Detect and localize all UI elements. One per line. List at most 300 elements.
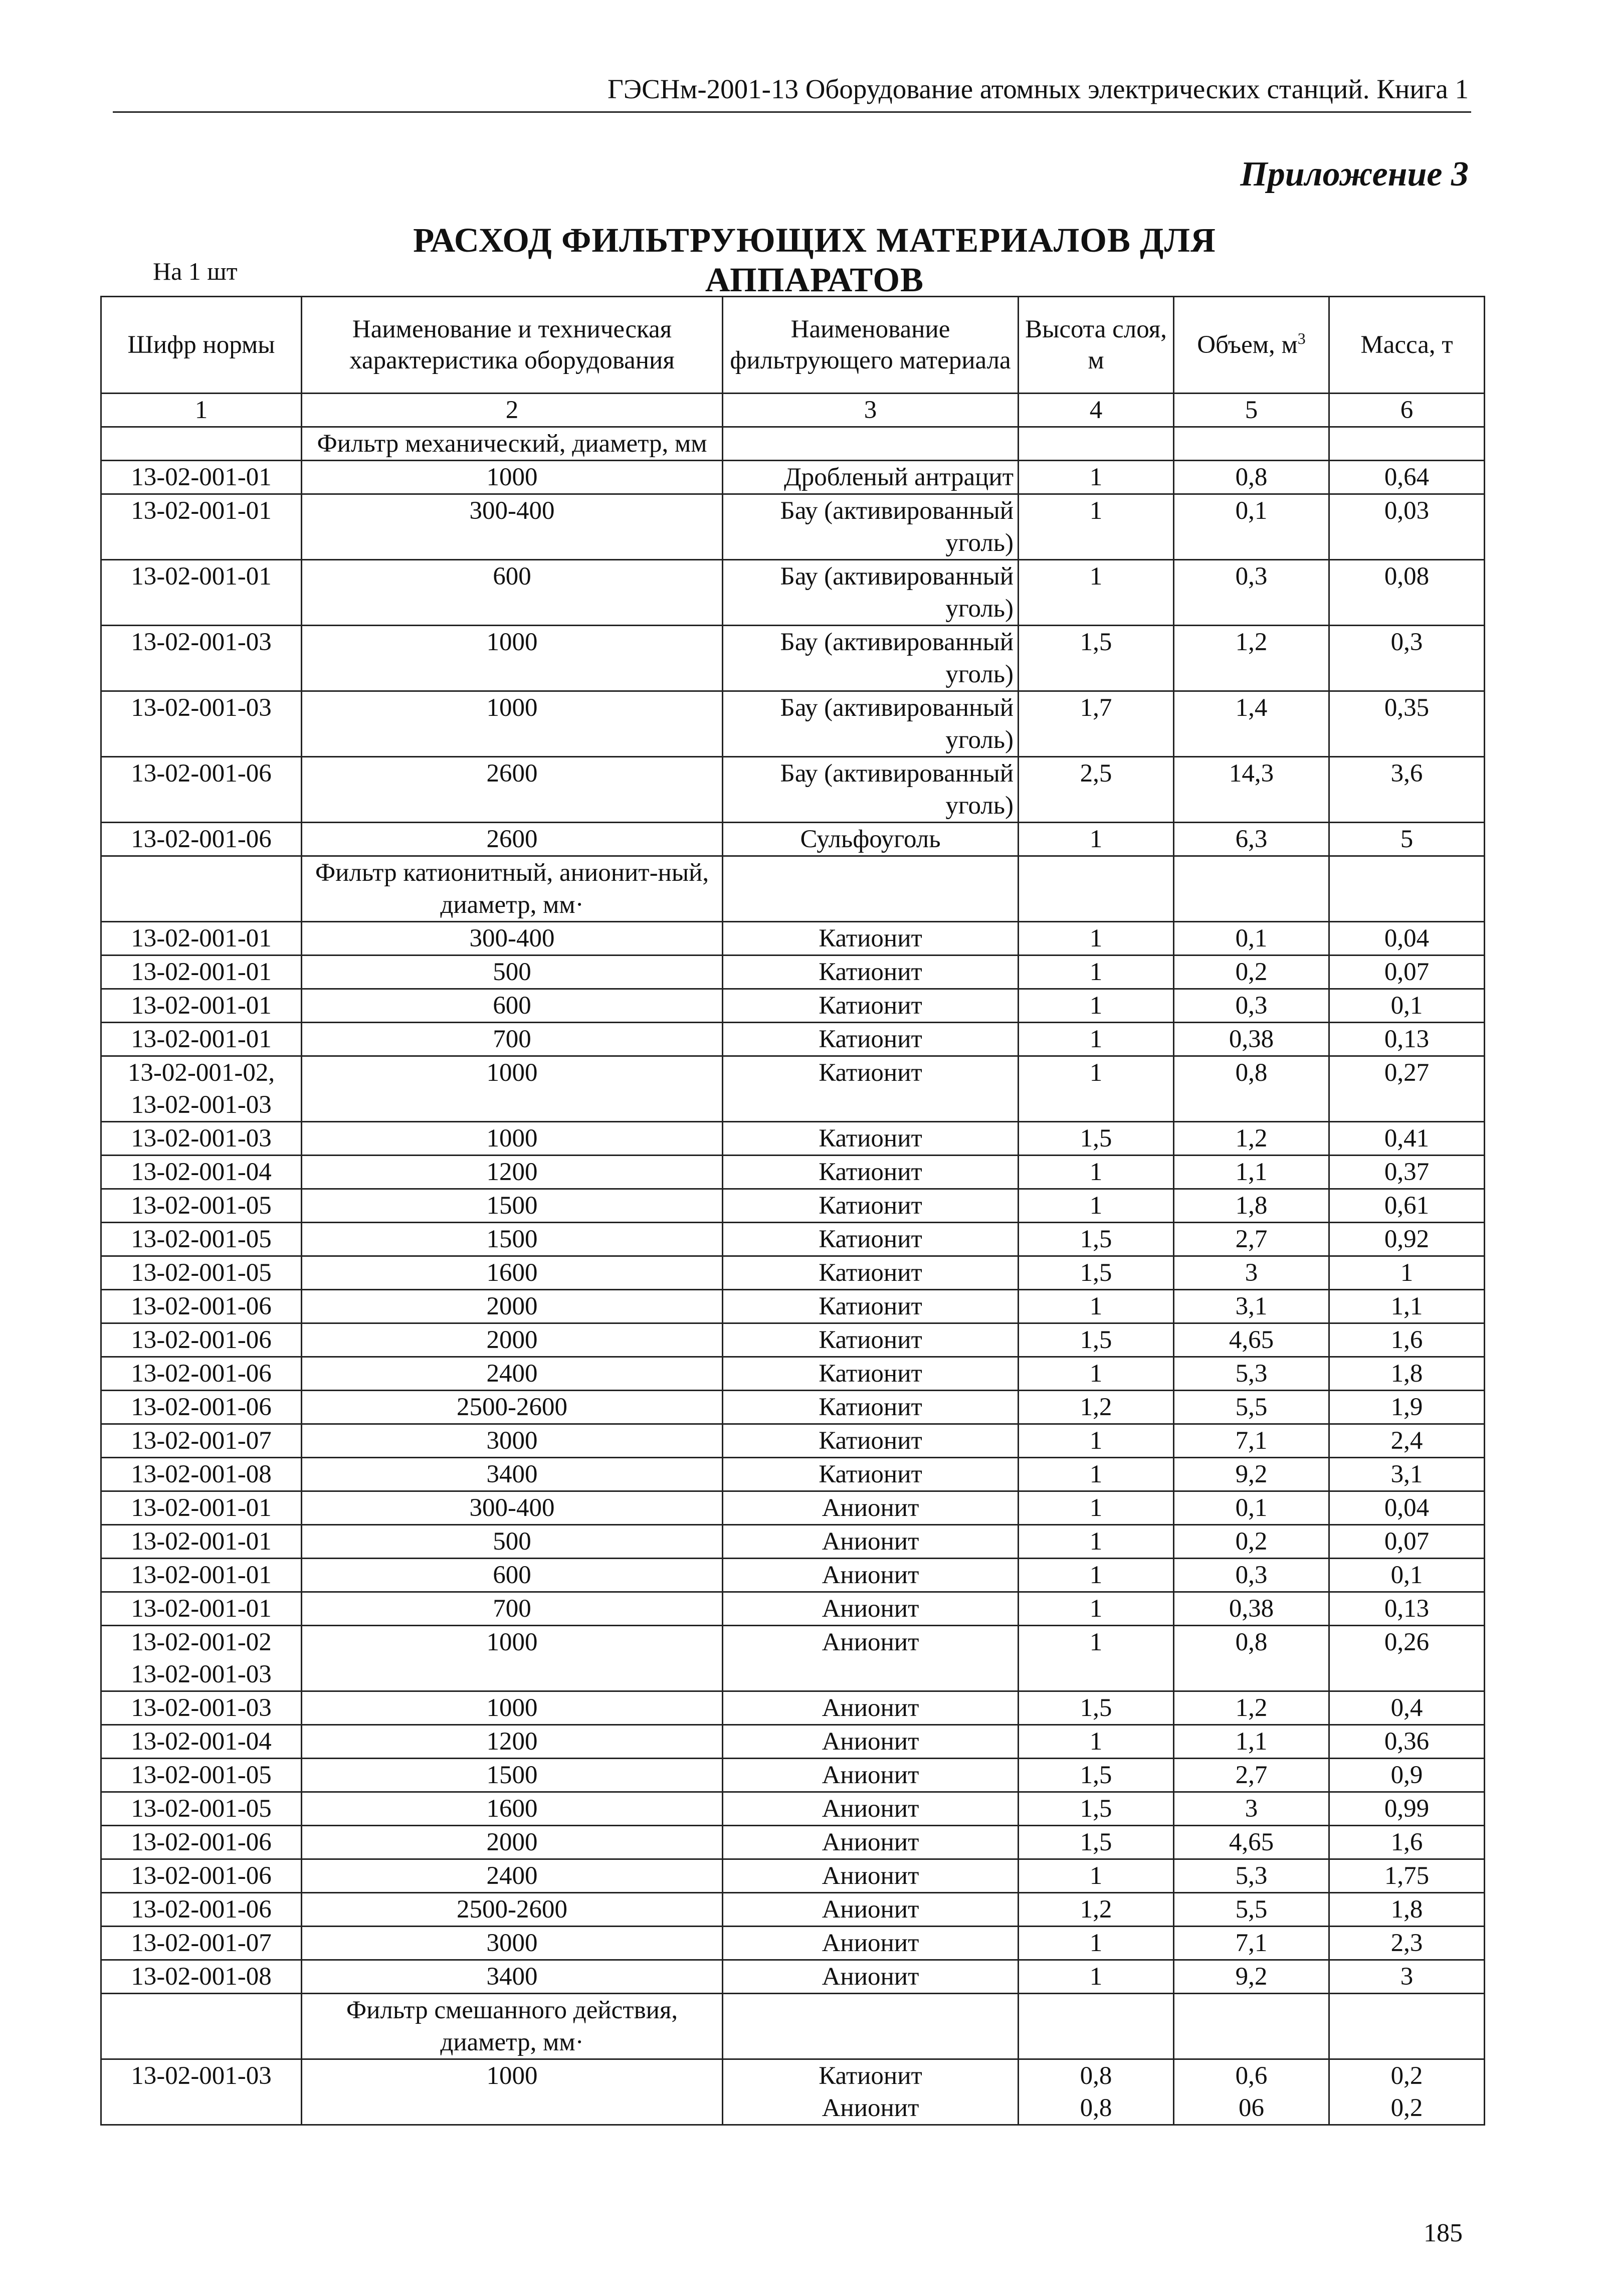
table-row bbox=[101, 1491, 1485, 1525]
column-number: 6 bbox=[1329, 394, 1485, 427]
table-cell-empty bbox=[723, 1994, 1019, 2059]
table-cell-code: 13-02-001-03 bbox=[101, 2059, 302, 2125]
table-cell-height: 1 bbox=[1019, 1156, 1174, 1189]
table-cell-height: 1 bbox=[1019, 494, 1174, 560]
table-row bbox=[101, 823, 1485, 856]
table-cell-mass: 1,9 bbox=[1329, 1391, 1485, 1424]
table-cell-code: 13-02-001-08 bbox=[101, 1960, 302, 1994]
table-cell-code: 13-02-001-01 bbox=[101, 494, 302, 560]
table-cell-code: 13-02-001-02 13-02-001-03 bbox=[101, 1626, 302, 1691]
table-cell-mass: 1,6 bbox=[1329, 1323, 1485, 1357]
column-header bbox=[1174, 297, 1329, 394]
table-cell-equipment: 1600 bbox=[302, 1792, 723, 1826]
table-cell-mass: 0,64 bbox=[1329, 461, 1485, 494]
table-cell-equipment: 600 bbox=[302, 1559, 723, 1592]
table-row bbox=[101, 1056, 1485, 1122]
header-divider bbox=[113, 111, 1471, 113]
table-cell-equipment: 3400 bbox=[302, 1458, 723, 1491]
table-cell-mass: 0,13 bbox=[1329, 1023, 1485, 1056]
table-cell-material: Катионит bbox=[723, 1223, 1019, 1256]
table-cell-height: 2,5 bbox=[1019, 757, 1174, 823]
table-cell-empty bbox=[1329, 1994, 1485, 2059]
table-cell-equipment: 1500 bbox=[302, 1223, 723, 1256]
table-cell-equipment: 1600 bbox=[302, 1256, 723, 1290]
column-header: Наименование и техническая характеристика оборудования bbox=[302, 297, 723, 394]
table-cell-height: 1 bbox=[1019, 560, 1174, 626]
table-cell-height: 1,2 bbox=[1019, 1391, 1174, 1424]
table-cell-code: 13-02-001-04 bbox=[101, 1156, 302, 1189]
table-cell-equipment: 1000 bbox=[302, 691, 723, 757]
table-row bbox=[101, 1023, 1485, 1056]
table-row bbox=[101, 757, 1485, 823]
table-cell-mass: 0,07 bbox=[1329, 955, 1485, 989]
table-cell-mass: 0,3 bbox=[1329, 626, 1485, 691]
table-cell-equipment: 600 bbox=[302, 560, 723, 626]
table-cell-height: 1,5 bbox=[1019, 1122, 1174, 1156]
table-cell-equipment: 1000 bbox=[302, 461, 723, 494]
table-cell-height: 1 bbox=[1019, 1189, 1174, 1223]
table-cell-height: 1,5 bbox=[1019, 1691, 1174, 1725]
table-row bbox=[101, 989, 1485, 1023]
section-header-row bbox=[101, 1994, 1485, 2059]
table-cell-volume: 1,2 bbox=[1174, 626, 1329, 691]
table-cell-height: 1,5 bbox=[1019, 1759, 1174, 1792]
table-cell-code: 13-02-001-03 bbox=[101, 1122, 302, 1156]
table-cell-material: Катионит bbox=[723, 1156, 1019, 1189]
table-cell-code: 13-02-001-01 bbox=[101, 1525, 302, 1559]
table-cell-volume: 3 bbox=[1174, 1256, 1329, 1290]
table-cell-height: 1 bbox=[1019, 1056, 1174, 1122]
table-cell-volume: 3 bbox=[1174, 1792, 1329, 1826]
table-cell-height: 1 bbox=[1019, 1626, 1174, 1691]
table-cell-code: 13-02-001-07 bbox=[101, 1927, 302, 1960]
table-cell-height: 1 bbox=[1019, 461, 1174, 494]
table-cell-equipment: 1200 bbox=[302, 1725, 723, 1759]
table-cell-volume: 0,38 bbox=[1174, 1592, 1329, 1626]
appendix-label: Приложение 3 bbox=[1240, 155, 1469, 194]
table-row bbox=[101, 461, 1485, 494]
table-cell-volume: 7,1 bbox=[1174, 1424, 1329, 1458]
table-cell-height: 1,2 bbox=[1019, 1893, 1174, 1927]
section-title: Фильтр механический, диаметр, мм bbox=[302, 427, 723, 461]
table-cell-material: Катионит bbox=[723, 1256, 1019, 1290]
table-cell-mass: 0,9 bbox=[1329, 1759, 1485, 1792]
table-cell-volume: 0,1 bbox=[1174, 494, 1329, 560]
table-cell-volume: 6,3 bbox=[1174, 823, 1329, 856]
table-cell-height: 0,8 0,8 bbox=[1019, 2059, 1174, 2125]
table-cell-code: 13-02-001-07 bbox=[101, 1424, 302, 1458]
table-cell-height: 1 bbox=[1019, 1725, 1174, 1759]
table-row bbox=[101, 1290, 1485, 1323]
running-header: ГЭСНм-2001-13 Оборудование атомных электрических станций. Книга 1 bbox=[608, 74, 1469, 104]
table-cell-material: Бау (активированный уголь) bbox=[723, 691, 1019, 757]
table-cell-volume: 0,1 bbox=[1174, 922, 1329, 955]
table-cell-material: Катионит bbox=[723, 1290, 1019, 1323]
table-cell-equipment: 2400 bbox=[302, 1859, 723, 1893]
table-cell-mass: 0,1 bbox=[1329, 1559, 1485, 1592]
table-cell-material: Бау (активированный уголь) bbox=[723, 626, 1019, 691]
table-cell-equipment: 2600 bbox=[302, 757, 723, 823]
table-cell-mass: 0,27 bbox=[1329, 1056, 1485, 1122]
table-cell-height: 1,5 bbox=[1019, 1223, 1174, 1256]
table-cell-height: 1 bbox=[1019, 1525, 1174, 1559]
table-cell-volume: 0,8 bbox=[1174, 1626, 1329, 1691]
table-row bbox=[101, 1458, 1485, 1491]
table-cell-material: Катионит Анионит bbox=[723, 2059, 1019, 2125]
table-cell-code: 13-02-001-01 bbox=[101, 1559, 302, 1592]
table-row bbox=[101, 1859, 1485, 1893]
table-cell-mass: 0,07 bbox=[1329, 1525, 1485, 1559]
table-row bbox=[101, 1525, 1485, 1559]
table-cell-height: 1,5 bbox=[1019, 1792, 1174, 1826]
table-cell-empty bbox=[1329, 856, 1485, 922]
table-cell-material: Катионит bbox=[723, 1424, 1019, 1458]
unit-note: На 1 шт bbox=[153, 257, 238, 285]
table-cell-volume: 1,4 bbox=[1174, 691, 1329, 757]
table-cell-mass: 0,26 bbox=[1329, 1626, 1485, 1691]
table-cell-equipment: 1000 bbox=[302, 1691, 723, 1725]
table-cell-equipment: 700 bbox=[302, 1023, 723, 1056]
table-cell-material: Бау (активированный уголь) bbox=[723, 757, 1019, 823]
table-cell-volume: 0,38 bbox=[1174, 1023, 1329, 1056]
table-cell-material: Анионит bbox=[723, 1626, 1019, 1691]
table-cell-mass: 0,4 bbox=[1329, 1691, 1485, 1725]
table-cell-height: 1 bbox=[1019, 1290, 1174, 1323]
table-cell-height: 1 bbox=[1019, 922, 1174, 955]
table-cell-empty bbox=[1174, 1994, 1329, 2059]
table-cell-equipment: 300-400 bbox=[302, 494, 723, 560]
table-cell-code: 13-02-001-01 bbox=[101, 922, 302, 955]
table-cell-material: Катионит bbox=[723, 989, 1019, 1023]
table-cell-mass: 0,04 bbox=[1329, 1491, 1485, 1525]
table-cell-empty bbox=[101, 1994, 302, 2059]
table-row bbox=[101, 1691, 1485, 1725]
table-cell-material: Сульфоуголь bbox=[723, 823, 1019, 856]
filter-materials-table bbox=[100, 296, 1485, 2126]
table-cell-material: Катионит bbox=[723, 1122, 1019, 1156]
table-cell-empty bbox=[101, 427, 302, 461]
column-number: 4 bbox=[1019, 394, 1174, 427]
table-cell-height: 1 bbox=[1019, 1458, 1174, 1491]
table-cell-material: Катионит bbox=[723, 1458, 1019, 1491]
table-cell-code: 13-02-001-06 bbox=[101, 1893, 302, 1927]
table-cell-mass: 0,03 bbox=[1329, 494, 1485, 560]
table-cell-code: 13-02-001-01 bbox=[101, 1023, 302, 1056]
table-cell-code: 13-02-001-06 bbox=[101, 1290, 302, 1323]
table-cell-height: 1,5 bbox=[1019, 1323, 1174, 1357]
table-cell-code: 13-02-001-01 bbox=[101, 1592, 302, 1626]
table-cell-mass: 0,04 bbox=[1329, 922, 1485, 955]
table-row bbox=[101, 1893, 1485, 1927]
table-cell-mass: 1 bbox=[1329, 1256, 1485, 1290]
table-cell-equipment: 500 bbox=[302, 955, 723, 989]
table-cell-equipment: 300-400 bbox=[302, 1491, 723, 1525]
table-cell-mass: 3 bbox=[1329, 1960, 1485, 1994]
table-cell-material: Катионит bbox=[723, 1357, 1019, 1391]
column-header: Шифр нормы bbox=[101, 297, 302, 394]
table-cell-material: Анионит bbox=[723, 1893, 1019, 1927]
table-cell-volume: 0,6 06 bbox=[1174, 2059, 1329, 2125]
table-cell-volume: 1,2 bbox=[1174, 1122, 1329, 1156]
table-cell-equipment: 1000 bbox=[302, 1122, 723, 1156]
table-row bbox=[101, 2059, 1485, 2125]
table-cell-material: Анионит bbox=[723, 1559, 1019, 1592]
table-row bbox=[101, 494, 1485, 560]
column-header: Масса, т bbox=[1329, 297, 1485, 394]
table-cell-material: Анионит bbox=[723, 1725, 1019, 1759]
table-cell-material: Анионит bbox=[723, 1960, 1019, 1994]
table-cell-volume: 1,1 bbox=[1174, 1725, 1329, 1759]
table-row bbox=[101, 1189, 1485, 1223]
table-row bbox=[101, 1256, 1485, 1290]
table-cell-equipment: 1000 bbox=[302, 1626, 723, 1691]
table-cell-equipment: 2600 bbox=[302, 823, 723, 856]
table-cell-height: 1,5 bbox=[1019, 626, 1174, 691]
column-number: 2 bbox=[302, 394, 723, 427]
table-cell-material: Анионит bbox=[723, 1525, 1019, 1559]
table-cell-code: 13-02-001-01 bbox=[101, 989, 302, 1023]
table-cell-volume: 1,2 bbox=[1174, 1691, 1329, 1725]
column-number: 3 bbox=[723, 394, 1019, 427]
table-row bbox=[101, 626, 1485, 691]
table-cell-height: 1 bbox=[1019, 1559, 1174, 1592]
table-cell-height: 1 bbox=[1019, 1357, 1174, 1391]
table-cell-mass: 0,13 bbox=[1329, 1592, 1485, 1626]
table-cell-code: 13-02-001-05 bbox=[101, 1189, 302, 1223]
column-number-row bbox=[101, 394, 1485, 427]
table-cell-material: Катионит bbox=[723, 1323, 1019, 1357]
table-row bbox=[101, 1759, 1485, 1792]
table-cell-equipment: 600 bbox=[302, 989, 723, 1023]
table-cell-mass: 0,35 bbox=[1329, 691, 1485, 757]
table-row bbox=[101, 691, 1485, 757]
table-cell-mass: 0,92 bbox=[1329, 1223, 1485, 1256]
table-cell-code: 13-02-001-06 bbox=[101, 757, 302, 823]
table-cell-code: 13-02-001-01 bbox=[101, 955, 302, 989]
table-cell-material: Катионит bbox=[723, 1391, 1019, 1424]
table-cell-empty bbox=[1019, 1994, 1174, 2059]
table-cell-height: 1 bbox=[1019, 1927, 1174, 1960]
table-cell-volume: 5,5 bbox=[1174, 1391, 1329, 1424]
table-cell-equipment: 2000 bbox=[302, 1323, 723, 1357]
table-cell-height: 1 bbox=[1019, 1491, 1174, 1525]
table-row bbox=[101, 1960, 1485, 1994]
table-cell-mass: 1,8 bbox=[1329, 1893, 1485, 1927]
volume-header-label: Объем, м bbox=[1197, 331, 1298, 359]
table-cell-mass: 0,08 bbox=[1329, 560, 1485, 626]
table-cell-material: Катионит bbox=[723, 955, 1019, 989]
table-cell-equipment: 1200 bbox=[302, 1156, 723, 1189]
section-title: Фильтр смешанного действия, диаметр, мм· bbox=[302, 1994, 723, 2059]
table-cell-material: Анионит bbox=[723, 1792, 1019, 1826]
table-row bbox=[101, 1927, 1485, 1960]
table-cell-volume: 5,5 bbox=[1174, 1893, 1329, 1927]
table-cell-material: Анионит bbox=[723, 1826, 1019, 1859]
table-cell-height: 1 bbox=[1019, 1023, 1174, 1056]
table-cell-volume: 2,7 bbox=[1174, 1759, 1329, 1792]
table-cell-volume: 4,65 bbox=[1174, 1826, 1329, 1859]
table-cell-material: Катионит bbox=[723, 1056, 1019, 1122]
table-cell-material: Бау (активированный уголь) bbox=[723, 494, 1019, 560]
column-number: 5 bbox=[1174, 394, 1329, 427]
table-cell-volume: 0,3 bbox=[1174, 989, 1329, 1023]
table-cell-code: 13-02-001-01 bbox=[101, 461, 302, 494]
table-cell-height: 1 bbox=[1019, 1592, 1174, 1626]
table-cell-code: 13-02-001-05 bbox=[101, 1759, 302, 1792]
table-cell-equipment: 2500-2600 bbox=[302, 1893, 723, 1927]
table-cell-material: Анионит bbox=[723, 1759, 1019, 1792]
table-cell-height: 1 bbox=[1019, 989, 1174, 1023]
table-header-row bbox=[101, 297, 1485, 394]
table-cell-equipment: 700 bbox=[302, 1592, 723, 1626]
table-cell-mass: 5 bbox=[1329, 823, 1485, 856]
table-cell-equipment: 2000 bbox=[302, 1290, 723, 1323]
column-number: 1 bbox=[101, 394, 302, 427]
table-cell-mass: 0,41 bbox=[1329, 1122, 1485, 1156]
table-cell-volume: 2,7 bbox=[1174, 1223, 1329, 1256]
table-cell-code: 13-02-001-02, 13-02-001-03 bbox=[101, 1056, 302, 1122]
table-cell-material: Анионит bbox=[723, 1927, 1019, 1960]
table-row bbox=[101, 1323, 1485, 1357]
table-cell-volume: 0,3 bbox=[1174, 1559, 1329, 1592]
table-cell-height: 1,7 bbox=[1019, 691, 1174, 757]
table-cell-volume: 0,8 bbox=[1174, 461, 1329, 494]
table-cell-empty bbox=[101, 856, 302, 922]
table-cell-code: 13-02-001-03 bbox=[101, 691, 302, 757]
column-header: Высота слоя, м bbox=[1019, 297, 1174, 394]
table-row bbox=[101, 1424, 1485, 1458]
table-cell-equipment: 1000 bbox=[302, 2059, 723, 2125]
table-cell-height: 1,5 bbox=[1019, 1826, 1174, 1859]
section-header-row bbox=[101, 856, 1485, 922]
page-title: РАСХОД ФИЛЬТРУЮЩИХ МАТЕРИАЛОВ ДЛЯ АППАРАТОВ bbox=[413, 221, 1216, 299]
table-row bbox=[101, 560, 1485, 626]
table-row bbox=[101, 922, 1485, 955]
table-cell-code: 13-02-001-08 bbox=[101, 1458, 302, 1491]
table-cell-volume: 0,1 bbox=[1174, 1491, 1329, 1525]
table-cell-code: 13-02-001-04 bbox=[101, 1725, 302, 1759]
table-cell-code: 13-02-001-01 bbox=[101, 1491, 302, 1525]
table-cell-empty bbox=[1174, 427, 1329, 461]
table-cell-empty bbox=[723, 427, 1019, 461]
table-cell-equipment: 1500 bbox=[302, 1189, 723, 1223]
table-row bbox=[101, 1792, 1485, 1826]
table-cell-mass: 0,37 bbox=[1329, 1156, 1485, 1189]
table-cell-code: 13-02-001-05 bbox=[101, 1256, 302, 1290]
table-cell-material: Анионит bbox=[723, 1491, 1019, 1525]
table-cell-volume: 5,3 bbox=[1174, 1859, 1329, 1893]
table-row bbox=[101, 1391, 1485, 1424]
table-row bbox=[101, 1357, 1485, 1391]
table-cell-volume: 3,1 bbox=[1174, 1290, 1329, 1323]
table-cell-mass: 0,99 bbox=[1329, 1792, 1485, 1826]
table-cell-mass: 3,1 bbox=[1329, 1458, 1485, 1491]
table-cell-mass: 0,61 bbox=[1329, 1189, 1485, 1223]
table-cell-material: Анионит bbox=[723, 1859, 1019, 1893]
table-cell-code: 13-02-001-06 bbox=[101, 1357, 302, 1391]
table-cell-mass: 0,1 bbox=[1329, 989, 1485, 1023]
table-cell-volume: 9,2 bbox=[1174, 1458, 1329, 1491]
section-title: Фильтр катионитный, анионит-ный, диаметр, мм· bbox=[302, 856, 723, 922]
section-header-row bbox=[101, 427, 1485, 461]
table-cell-height: 1 bbox=[1019, 1424, 1174, 1458]
table-cell-material: Анионит bbox=[723, 1592, 1019, 1626]
volume-exponent: 3 bbox=[1297, 329, 1306, 347]
table-row bbox=[101, 1626, 1485, 1691]
table-cell-equipment: 3000 bbox=[302, 1927, 723, 1960]
table-cell-equipment: 2500-2600 bbox=[302, 1391, 723, 1424]
table-cell-material: Катионит bbox=[723, 1189, 1019, 1223]
table-cell-material: Катионит bbox=[723, 1023, 1019, 1056]
table-row bbox=[101, 1592, 1485, 1626]
table-cell-height: 1 bbox=[1019, 1859, 1174, 1893]
table-row bbox=[101, 1826, 1485, 1859]
table-cell-volume: 0,3 bbox=[1174, 560, 1329, 626]
table-row bbox=[101, 1559, 1485, 1592]
table-cell-code: 13-02-001-06 bbox=[101, 1323, 302, 1357]
table-cell-code: 13-02-001-05 bbox=[101, 1792, 302, 1826]
table-cell-equipment: 1500 bbox=[302, 1759, 723, 1792]
table-cell-code: 13-02-001-03 bbox=[101, 1691, 302, 1725]
table-cell-material: Анионит bbox=[723, 1691, 1019, 1725]
table-row bbox=[101, 1122, 1485, 1156]
table-cell-mass: 1,75 bbox=[1329, 1859, 1485, 1893]
table-cell-mass: 0,36 bbox=[1329, 1725, 1485, 1759]
table-cell-mass: 1,6 bbox=[1329, 1826, 1485, 1859]
table-cell-empty bbox=[1019, 856, 1174, 922]
page-number: 185 bbox=[1424, 2219, 1463, 2247]
table-cell-equipment: 1000 bbox=[302, 626, 723, 691]
table-cell-volume: 7,1 bbox=[1174, 1927, 1329, 1960]
table-cell-mass: 2,3 bbox=[1329, 1927, 1485, 1960]
table-row bbox=[101, 955, 1485, 989]
table-cell-mass: 2,4 bbox=[1329, 1424, 1485, 1458]
table-cell-volume: 9,2 bbox=[1174, 1960, 1329, 1994]
table-row bbox=[101, 1223, 1485, 1256]
table-cell-code: 13-02-001-01 bbox=[101, 560, 302, 626]
table-cell-mass: 0,2 0,2 bbox=[1329, 2059, 1485, 2125]
table-cell-mass: 3,6 bbox=[1329, 757, 1485, 823]
table-cell-volume: 1,1 bbox=[1174, 1156, 1329, 1189]
table-cell-material: Бау (активированный уголь) bbox=[723, 560, 1019, 626]
table-cell-empty bbox=[1174, 856, 1329, 922]
table-cell-volume: 0,2 bbox=[1174, 1525, 1329, 1559]
table-cell-mass: 1,8 bbox=[1329, 1357, 1485, 1391]
table-cell-equipment: 500 bbox=[302, 1525, 723, 1559]
table-cell-material: Дробленый антрацит bbox=[723, 461, 1019, 494]
table-cell-code: 13-02-001-06 bbox=[101, 1859, 302, 1893]
table-cell-code: 13-02-001-05 bbox=[101, 1223, 302, 1256]
table-cell-equipment: 2000 bbox=[302, 1826, 723, 1859]
table-cell-empty bbox=[1019, 427, 1174, 461]
table-cell-volume: 0,8 bbox=[1174, 1056, 1329, 1122]
table-cell-material: Катионит bbox=[723, 922, 1019, 955]
table-row bbox=[101, 1725, 1485, 1759]
table-cell-volume: 5,3 bbox=[1174, 1357, 1329, 1391]
table-cell-code: 13-02-001-06 bbox=[101, 823, 302, 856]
table-cell-empty bbox=[1329, 427, 1485, 461]
table-cell-volume: 14,3 bbox=[1174, 757, 1329, 823]
table-cell-mass: 1,1 bbox=[1329, 1290, 1485, 1323]
table-cell-height: 1 bbox=[1019, 823, 1174, 856]
table-cell-equipment: 3400 bbox=[302, 1960, 723, 1994]
table-cell-equipment: 2400 bbox=[302, 1357, 723, 1391]
table-cell-volume: 1,8 bbox=[1174, 1189, 1329, 1223]
table-cell-equipment: 300-400 bbox=[302, 922, 723, 955]
table-cell-height: 1 bbox=[1019, 1960, 1174, 1994]
table-row bbox=[101, 1156, 1485, 1189]
table-cell-code: 13-02-001-06 bbox=[101, 1826, 302, 1859]
